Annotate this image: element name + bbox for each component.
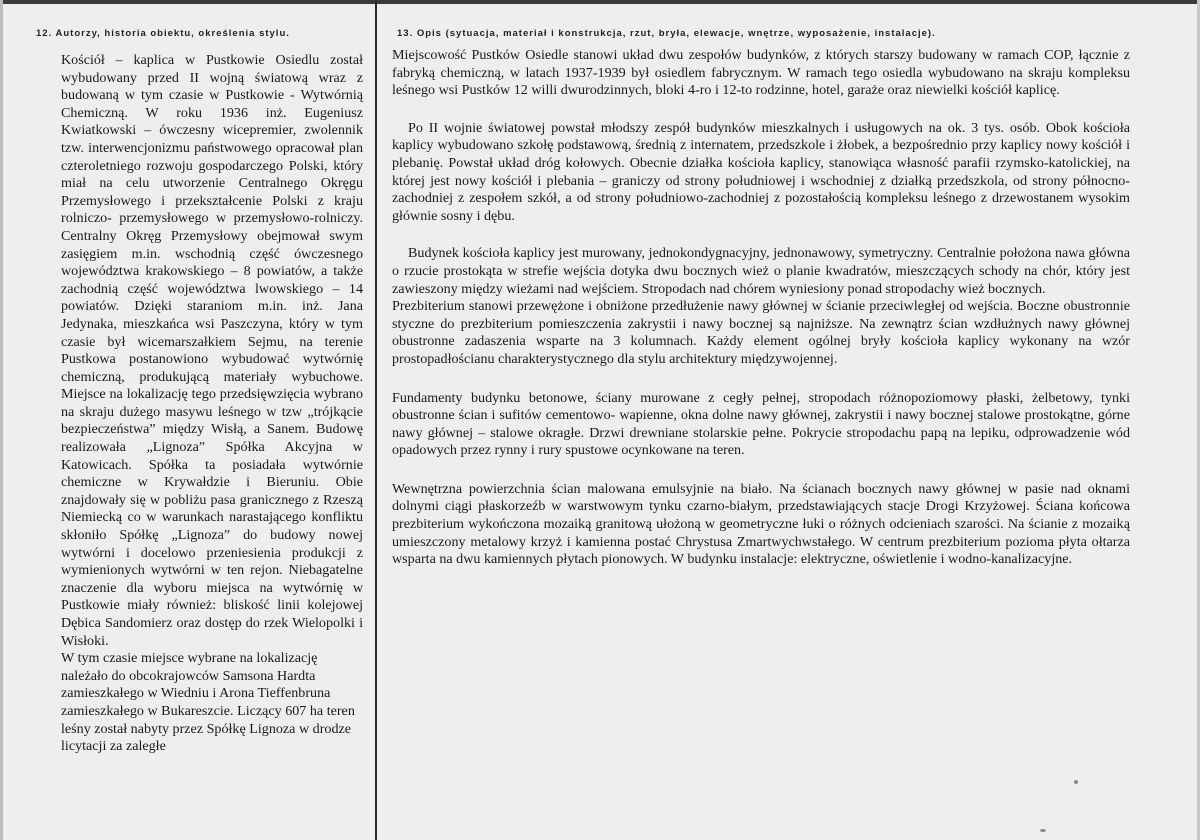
- scan-speck: [1074, 780, 1078, 784]
- description-paragraph-5: Fundamenty budynku betonowe, ściany murowane z cegły pełnej, stropodach różnopoziomowy płaski, żelbetowy, tynki obustronne ścian i sufitów cementowo- wapienne, okna dolne nawy głównej, zakrystii i nawy bocznej stalowe prostokątne, górne nawy głównej – stalowe okragłe. Drzwi drewniane stolarskie pełne. Pokrycie stropodachu papą na lepiku, odprowadzenie wód opadowych przez rynny i rury spustowe ocynkowane na teren.: [392, 389, 1130, 459]
- description-paragraph-1: Miejscowość Pustków Osiedle stanowi układ dwu zespołów budynków, z których starszy budowany w ramach COP, łącznie z fabryką chemiczną, w latach 1937-1939 był osiedlem fabrycznym. W ramach tego osiedla wybudowano na skraju kompleksu leśnego wsi Pustków 12 willi dwurodzinnych, bloki 4-ro i 12-to rodzinne, hotel, garaże oraz niewielki kościół kaplicę.: [392, 47, 1130, 99]
- description-paragraph-2: Po II wojnie światowej powstał młodszy zespół budynków mieszkalnych i usługowych na ok. 3 tys. osób. Obok kościoła kaplicy wybudowano szkołę podstawową, średnią z internatem, przedszkole i żłobek, a bezpośrednio przy kaplicy nowy kościół i plebanię. Powstał układ dróg kołowych. Obecnie działka kościoła kaplicy, stanowiąca własność parafii rzymsko-katolickiej, na której jest nowy kościół i plebania – graniczy od strony południowej i wschodniej z działką przedszkola, od strony północno-zachodniej z zespołem szkół, a od strony południowo-zachodniej z pozostałością kompleksu leśnego z drzewostanem wysokim głównie sosny i dębu.: [392, 119, 1130, 224]
- description-paragraph-4: Prezbiterium stanowi przewężone i obniżone przedłużenie nawy głównej w ścianie przeciwległej od wejścia. Boczne obustronnie styczne do prezbiterium pomieszczenia zakrystii i nawy bocznej są najniższe. Na zewnątrz ścian wzdłużnych nawy głównej obustronne zadaszenia wsparte na 3 kolumnach. Każdy element ogólnej bryły kościoła kaplicy wykonany na wzór prostopadłościanu charakterystycznego dla stylu architektury międzywojennej.: [392, 298, 1130, 367]
- column-divider: [375, 0, 377, 840]
- description-paragraph-3: Budynek kościoła kaplicy jest murowany, jednokondygnacyjny, jednonawowy, symetryczny. Centralnie położona nawa główna o rzucie prostokąta w strefie wejścia dotyka dwu bocznych wież o planie kwadratów, mieszczących schody na chór, który jest zawieszony między wieżami nad wejściem. Stropodach nad chórem wyniesiony ponad stropodachy wież bocznych.: [392, 245, 1130, 297]
- scan-speck: [1040, 829, 1046, 832]
- history-paragraph-continued: W tym czasie miejsce wybrane na lokalizację należało do obcokrajowców Samsona Hardta zamieszkałego w Wiedniu i Arona Tieffenbruna zamieszkałego w Bukareszcie. Liczący 607 ha teren leśny został nabyty przez Spółkę Lignoza w drodze licytacji za zaległe: [61, 650, 355, 755]
- top-border: [0, 0, 1200, 4]
- left-column-heading: 12. Autorzy, historia obiektu, określenia stylu.: [36, 28, 290, 39]
- description-paragraph-6: Wewnętrzna powierzchnia ścian malowana emulsyjnie na biało. Na ścianach bocznych nawy głównej w pasie nad oknami dolnymi ciągi płaskorzeźb w warstwowym tynku czarno-białym, przedstawiających stacje Drogi Krzyżowej. Ściana końcowa prezbiterium wykończona mozaiką granitową ułożoną w geometryczne łuki o różnych odcieniach szarości. Na ścianie z mozaiką umieszczony metalowy krzyż i kamienna postać Chrystusa Zmartwychwstałego. W centrum prezbiterium pozioma płyta ołtarza wsparta na dwu kamiennych płytach pionowych. W budynku instalacje: elektryczne, oświetlenie i wodno-kanalizacyjne.: [392, 480, 1130, 568]
- description-text: [392, 47, 1130, 569]
- history-paragraph: Kościół – kaplica w Pustkowie Osiedlu został wybudowany przed II wojną światową wraz z budowaną w tym czasie w Pustkowie - Wytwórnią Chemiczną. W roku 1936 inż. Eugeniusz Kwiatkowski – ówczesny wicepremier, zwolennik tzw. interwencjonizmu państwowego opracował plan czteroletniego rozwoju gospodarczego Polski, który miał na celu utworzenie Centralnego Okręgu Przemysłowego i przekształcenie Polski z kraju rolniczo- przemysłowego w przemysłowo-rolniczy. Centralny Okręg Przemysłowy obejmował swym zasięgiem m.in. wschodnią część ówczesnego województwa krakowskiego – 8 powiatów, a także zachodnią część województwa lwowskiego – 14 powiatów. Dzięki staraniom m.in. inż. Jana Jedynaka, mieszkańca wsi Paszczyna, który w tym czasie był wicemarszałkiem Sejmu, na terenie Pustkowa postanowiono wybudować wytwórnię chemiczną, produkującą materiały wybuchowe. Miejsce na lokalizację tego przedsięwzięcia wybrano na skraju dużego masywu leśnego w tzw „trójkącie bezpieczeństwa” między Wisłą, a Sanem. Budowę realizowała „Lignoza” Spółka Akcyjna w Katowicach. Spółka ta posiadała wytwórnie chemiczne w Krywałdzie i Bieruniu. Obie znajdowały się w pobliżu pasa granicznego z Rzeszą Niemiecką co w warunkach narastającego konfliktu skłoniło Spółkę „Lignoza” do budowy nowej wytwórni i docelowo przeniesienia produkcji z wymienionych wytwórni w ten rejon. Niebagatelne znaczenie dla wyboru miejsca na wytwórnię w Pustkowie miały również: bliskość linii kolejowej Dębica Sandomierz oraz dostęp do rzek Wielopolki i Wisłoki.: [61, 52, 363, 649]
- left-border: [0, 0, 3, 840]
- history-text: [61, 52, 363, 756]
- right-column-heading: 13. Opis (sytuacja, materiał i konstrukcja, rzut, bryła, elewacje, wnętrze, wyposażenie, instalacje).: [397, 28, 936, 39]
